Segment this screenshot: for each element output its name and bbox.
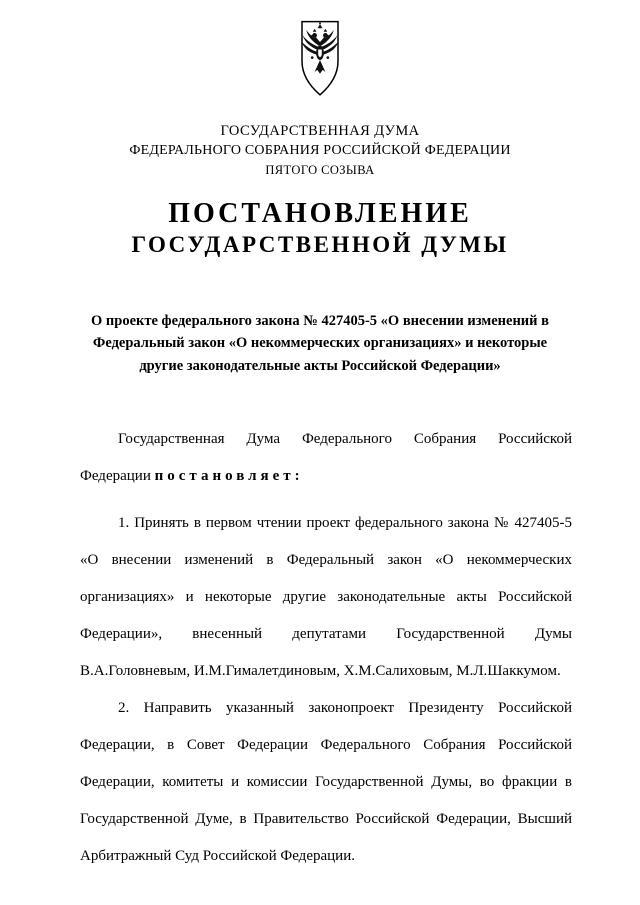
resolution-subject: О проекте федерального закона № 427405-5 «О внесении изменений в Федеральный закон «О некоммерческих организациях» и некоторые другие законодательные акты Российской Федерации» (91, 313, 549, 374)
letterhead-institution: ГОСУДАРСТВЕННАЯ ДУМА (220, 123, 420, 139)
emblem-container (0, 0, 640, 109)
resolution-body (80, 421, 572, 875)
intro-paragraph (80, 421, 572, 495)
letterhead-convocation: ПЯТОГО СОЗЫВА (265, 163, 375, 177)
document-title (0, 198, 640, 258)
letterhead (0, 123, 640, 178)
intro-emphasis-word: постановляет: (154, 468, 304, 485)
intro-text: Государственная Дума Федерального Собрания Российской Федерации (80, 431, 572, 485)
body-paragraph-1: 1. Принять в первом чтении проект федерального закона № 427405-5 «О внесении изменений в Федеральный закон «О некоммерческих организациях» и некоторые другие законодательные акты Российской Федерации», внесенный депутатами Государственной Думы В.А.Головневым, И.М.Гималетдиновым, Х.М.Салиховым, М.Л.Шаккумом. (80, 515, 572, 680)
body-paragraph-2: 2. Направить указанный законопроект Президенту Российской Федерации, в Совет Федерации Федерального Собрания Российской Федерации, комитеты и комиссии Государственной Думы, во фракции в Государственной Думе, в Правительство Российской Федерации, Высший Арбитражный Суд Российской Федерации. (80, 700, 572, 865)
document-title-word: ПОСТАНОВЛЕНИЕ (168, 198, 472, 229)
letterhead-assembly: ФЕДЕРАЛЬНОГО СОБРАНИЯ РОССИЙСКОЙ ФЕДЕРАЦИИ (129, 143, 511, 158)
russian-coat-of-arms-icon (290, 16, 350, 109)
document-title-issuer: ГОСУДАРСТВЕННОЙ ДУМЫ (131, 232, 509, 257)
